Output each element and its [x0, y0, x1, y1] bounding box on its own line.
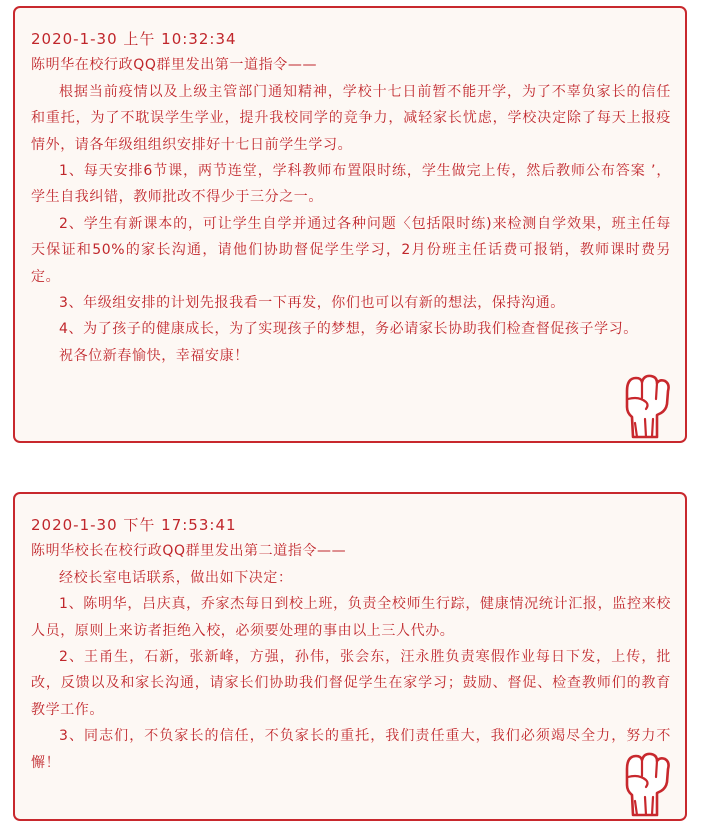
raised-fist-icon — [613, 369, 679, 439]
notice-2-paragraph: 1、陈明华，吕庆真，乔家杰每日到校上班，负责全校师生行踪，健康情况统计汇报，监控来校人员，原则上来访者拒绝入校，必须要处理的事由以上三人代办。 — [31, 596, 671, 639]
notice-1-closing: 祝各位新春愉快，幸福安康！ — [59, 347, 249, 364]
raised-fist-icon — [613, 747, 679, 817]
notice-2-paragraph: 经校长室电话联系，做出如下决定： — [59, 569, 293, 586]
notice-1-timestamp: 2020-1-30 上午 10:32:34 — [31, 30, 237, 48]
notice-1-paragraph: 4、为了孩子的健康成长，为了实现孩子的梦想，务必请家长协助我们检查督促孩子学习。 — [59, 321, 638, 338]
notice-2-heading: 陈明华校长在校行政QQ群里发出第二道指令—— — [31, 543, 347, 560]
notice-card-2 — [13, 492, 687, 821]
notice-1-heading: 陈明华在校行政QQ群里发出第一道指令—— — [31, 57, 318, 74]
notice-1-paragraph: 2、学生有新课本的，可让学生自学并通过各种问题〈包括限时练)来检测自学效果，班主任每天保证和50%的家长沟通，请他们协助督促学生学习，2月份班主任话费可报销，教师课时费另定。 — [31, 215, 671, 285]
notice-1-paragraph: 1、每天安排6节课，两节连堂，学科教师布置限时练，学生做完上传，然后教师公布答案 ’，学生自我纠错，教师批改不得少于三分之一。 — [31, 163, 671, 206]
notice-2-paragraph: 3、同志们，不负家长的信任，不负家长的重托，我们责任重大，我们必须竭尽全力，努力不懈！ — [31, 728, 671, 771]
notice-card-1 — [13, 6, 687, 443]
notice-2-timestamp: 2020-1-30 下午 17:53:41 — [31, 516, 237, 534]
notice-1-paragraph: 3、年级组安排的计划先报我看一下再发，你们也可以有新的想法，保持沟通。 — [59, 295, 565, 312]
notice-2-paragraph: 2、王甬生，石新，张新峰，方强，孙伟，张会东，汪永胜负责寒假作业每日下发，上传，批改，反馈以及和家长沟通，请家长们协助我们督促学生在家学习；鼓励、督促、检查教师们的教育教学工作。 — [31, 649, 671, 718]
notice-1-paragraph: 根据当前疫情以及上级主管部门通知精神，学校十七日前暂不能开学，为了不辜负家长的信任和重托，为了不耽误学生学业，提升我校同学的竞争力，减轻家长忧虑，学校决定除了每天上报疫情外，请各年级组组织安排好十七日前学生学习。 — [31, 83, 671, 153]
